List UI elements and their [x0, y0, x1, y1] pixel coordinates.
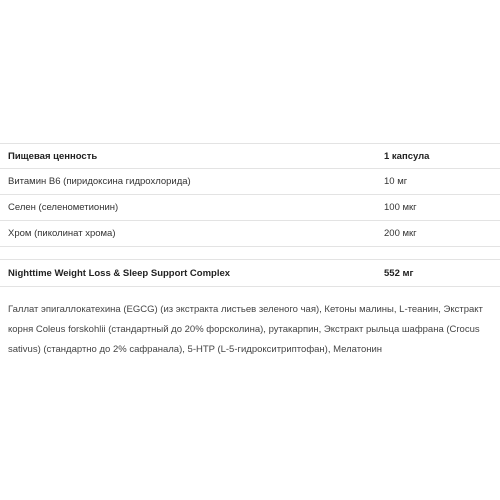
nutrient-amount: 200 мкг	[384, 228, 417, 239]
complex-amount: 552 мг	[384, 267, 414, 279]
table-header-row	[0, 143, 500, 169]
nutrition-table	[0, 143, 500, 287]
header-amount: 1 капсула	[384, 150, 430, 162]
nutrient-name: Витамин B6 (пиридоксина гидрохлорида)	[8, 176, 191, 187]
complex-row	[0, 260, 500, 287]
table-row	[0, 169, 500, 195]
complex-name: Nighttime Weight Loss & Sleep Support Complex	[8, 267, 231, 279]
ingredients-text: Галлат эпигаллокатехина (EGCG) (из экстракта листьев зеленого чая), Кетоны малины, L-теанин, Экстракт корня Coleus forskohlii (стандартный до 20% форсколина), рутакарпин, Экстракт рыльца шафрана (Crocus sativus) (стандартно до 2% сафранала), 5-HTP (L-5-гидрокситриптофан), Мелатонин	[8, 304, 483, 355]
table-row	[0, 221, 500, 247]
header-name: Пищевая ценность	[8, 150, 98, 162]
table-spacer	[0, 247, 500, 260]
nutrient-name: Хром (пиколинат хрома)	[8, 228, 116, 239]
nutrient-amount: 10 мг	[384, 176, 408, 187]
nutrient-name: Селен (селенометионин)	[8, 202, 119, 213]
table-row	[0, 195, 500, 221]
nutrient-amount: 100 мкг	[384, 202, 417, 213]
